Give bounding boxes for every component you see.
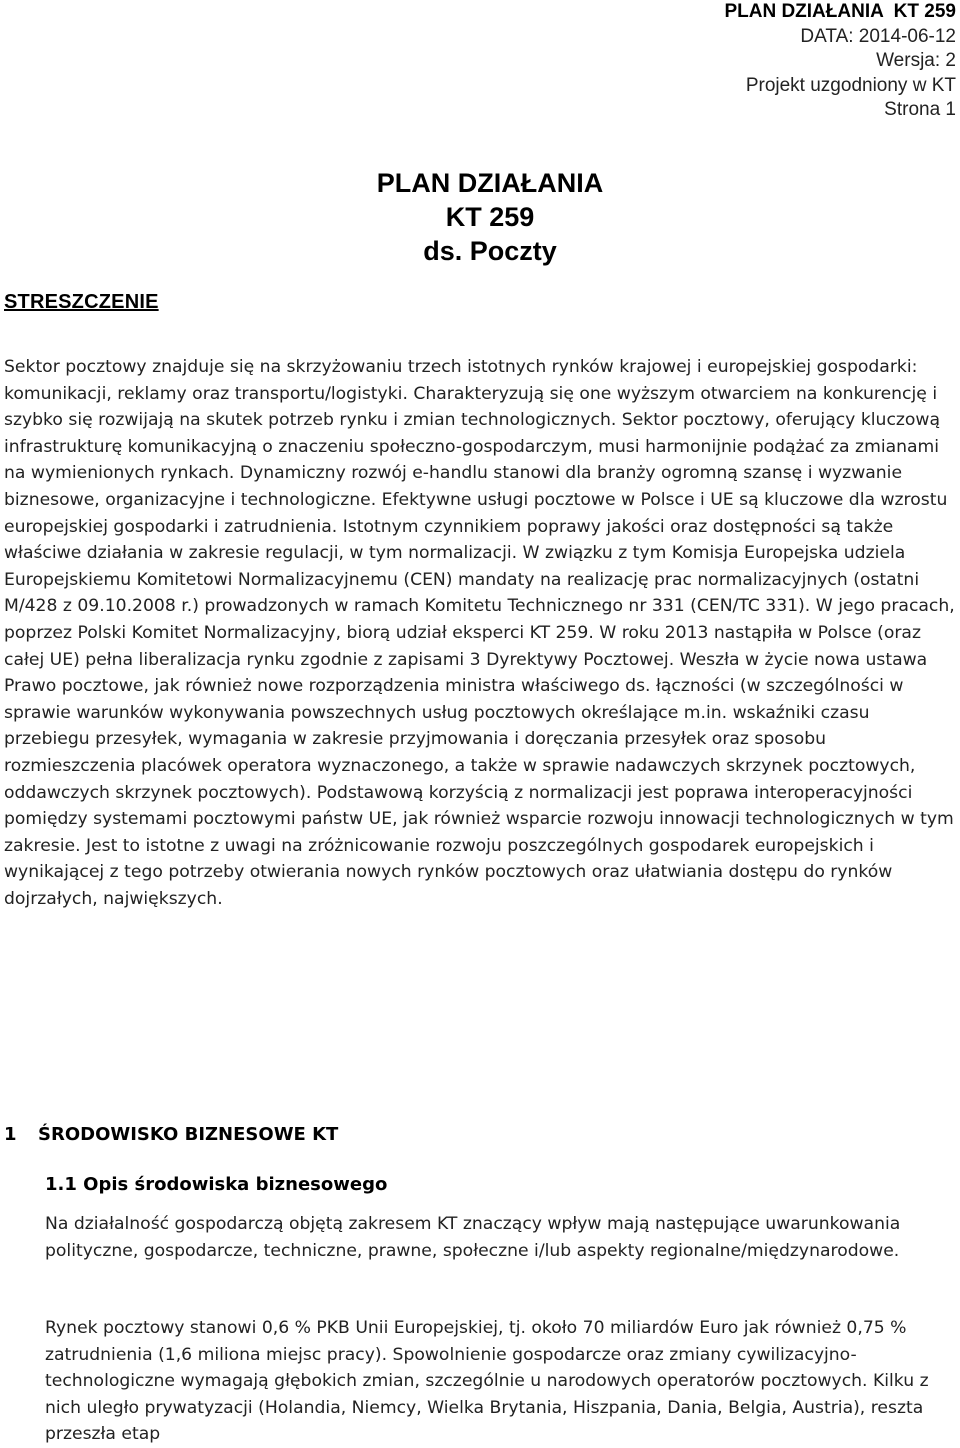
header-date: DATA: 2014-06-12 (800, 25, 956, 47)
section-1-heading (4, 1124, 338, 1145)
subsection-1-1-heading: 1.1 Opis środowiska biznesowego (45, 1174, 388, 1195)
header-page-number: Strona 1 (884, 99, 956, 120)
page-header (724, 0, 956, 123)
summary-text (4, 354, 958, 912)
paragraph-text: Rynek pocztowy stanowi 0,6 % PKB Unii Europejskiej, tj. około 70 miliardów Euro jak również 0,75 % zatrudnienia (1,6 miliona miejsc pracy). Spowolnienie gospodarcze oraz zmiany cywilizacyjno-technologiczne wymagają głębokich zmian, szczególnie u narodowych operatorów pocztowych. Kilku z nich uległo prywatyzacji (Holandia, Niemcy, Wielka Brytania, Hiszpania, Dania, Belgia, Austria), reszta przeszła etap (45, 1318, 929, 1445)
subsection-paragraph-1 (45, 1211, 957, 1264)
header-plan-title: PLAN DZIAŁANIA KT 259 (724, 1, 956, 22)
title-line-plan: PLAN DZIAŁANIA (376, 168, 604, 198)
title-line-subject: ds. Poczty (423, 236, 557, 266)
title-line-committee: KT 259 (445, 202, 535, 232)
subsection-paragraph-2 (45, 1315, 957, 1448)
section-1-number: 1 (4, 1124, 17, 1145)
paragraph-text: Na działalność gospodarczą objętą zakresem KT znaczący wpływ mają następujące uwarunkowania polityczne, gospodarcze, techniczne, prawne, społeczne i/lub aspekty regionalne/międzynarodowe. (45, 1214, 901, 1261)
section-1-title: ŚRODOWISKO BIZNESOWE KT (38, 1124, 339, 1145)
summary-paragraph: Sektor pocztowy znajduje się na skrzyżowaniu trzech istotnych rynków krajowej i europejskiej gospodarki: komunikacji, reklamy oraz transportu/logistyki. Charakteryzują się one wyższym otwarciem na konkurencję i szybko się rozwijają na skutek potrzeb rynku i zmian technologicznych. Sektor pocztowy, oferujący kluczową infrastrukturę komunikacyjną o znaczeniu społeczno-gospodarczym, musi harmonijnie podążać za zmianami na wymienionych rynkach. Dynamiczny rozwój e-handlu stanowi dla branży ogromną szansę i wyzwanie biznesowe, organizacyjne i technologiczne. Efektywne usługi pocztowe w Polsce i UE są kluczowe dla wzrostu europejskiej gospodarki i zatrudnienia. Istotnym czynnikiem poprawy jakości oraz dostępności są także właściwe działania w zakresie regulacji, w tym normalizacji. W związku z tym Komisja Europejska udziela Europejskiemu Komitetowi Normalizacyjnemu (CEN) mandaty na realizację prac normalizacyjnych (ostatni M/428 z 09.10.2008 r.) prowadzonych w ramach Komitetu Technicznego nr 331 (CEN/TC 331). W jego pracach, poprzez Polski Komitet Normalizacyjny, biorą udział eksperci KT 259. W roku 2013 nastąpiła w Polsce (oraz całej UE) pełna liberalizacja rynku zgodnie z zapisami 3 Dyrektywy Pocztowej. Weszła w życie nowa ustawa Prawo pocztowe, jak również nowe rozporządzenia ministra właściwego ds. łączności (w szczególności w sprawie warunków wykonywania powszechnych usług pocztowych określające m.in. wskaźniki czasu przebiegu przesyłek, wymagania w zakresie przyjmowania i doręczania przesyłek oraz sposobu rozmieszczenia placówek operatora wyznaczonego, a także w sprawie nadawczych skrzynek pocztowych, oddawczych skrzynek pocztowych). Podstawową korzyścią z normalizacji jest poprawa interoperacyjności pomiędzy systemami pocztowymi państw UE, jak również wsparcie rozwoju innowacji technologicznych w tym zakresie. Jest to istotne z uwagi na zróżnicowanie rozwoju poszczególnych gospodarek europejskich i wynikającej z tego potrzeby otwierania nowych rynków pocztowych oraz ułatwiania dostępu do rynków dojrzałych, największych. (4, 357, 955, 909)
summary-heading: STRESZCZENIE (4, 291, 159, 313)
document-title (370, 166, 610, 268)
header-status: Projekt uzgodniony w KT (745, 74, 956, 96)
header-version: Wersja: 2 (876, 50, 956, 71)
